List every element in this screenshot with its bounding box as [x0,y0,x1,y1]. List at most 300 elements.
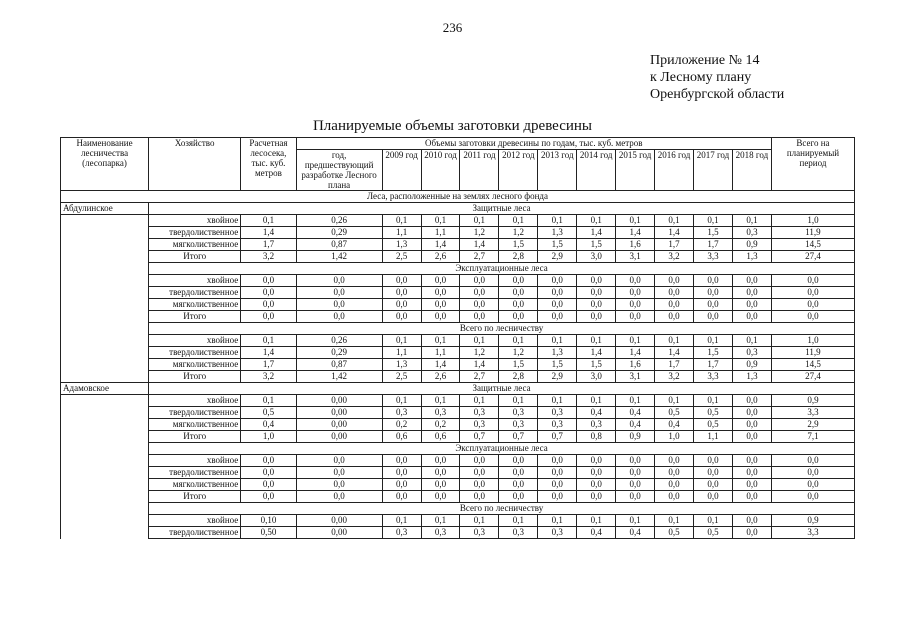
prev-year-value: 0,87 [296,239,382,251]
year-value: 0,3 [732,347,771,359]
year-value: 0,0 [382,311,421,323]
year-value: 0,0 [421,491,460,503]
table-body [61,191,855,539]
table-row [61,491,855,503]
year-value: 0,0 [382,275,421,287]
year-value: 0,0 [421,479,460,491]
year-value: 1,1 [694,431,733,443]
year-value: 0,1 [460,335,499,347]
forestry-spacer [61,431,149,443]
year-value: 0,0 [382,287,421,299]
table-row [61,395,855,407]
year-value: 0,0 [382,467,421,479]
header-year: 2009 год [382,150,421,191]
species-label: Итого [149,311,241,323]
forestry-spacer [61,359,149,371]
total-value: 11,9 [771,347,854,359]
prev-year-value: 0,00 [296,407,382,419]
cut-value: 0,0 [241,299,296,311]
table-row [61,527,855,539]
prev-year-value: 1,42 [296,371,382,383]
year-value: 0,3 [421,407,460,419]
forestry-spacer [61,455,149,467]
forestry-spacer [61,371,149,383]
header-year: 2010 год [421,150,460,191]
year-value: 0,0 [538,455,577,467]
forestry-spacer [61,335,149,347]
year-value: 0,0 [732,527,771,539]
forestry-spacer [61,287,149,299]
forestry-spacer [61,311,149,323]
year-value: 0,2 [421,419,460,431]
year-value: 0,1 [577,395,616,407]
cut-value: 0,0 [241,275,296,287]
year-value: 0,0 [732,311,771,323]
prev-year-value: 0,00 [296,527,382,539]
header-year: 2017 год [694,150,733,191]
header-year: 2011 год [460,150,499,191]
year-value: 1,5 [577,359,616,371]
year-value: 1,4 [655,227,694,239]
year-value: 0,4 [616,407,655,419]
prev-year-value: 0,26 [296,215,382,227]
year-value: 0,2 [382,419,421,431]
year-value: 0,0 [460,299,499,311]
year-value: 1,5 [538,359,577,371]
year-value: 0,0 [460,467,499,479]
header-farm: Хозяйство [149,138,241,191]
year-value: 0,3 [732,227,771,239]
cut-value: 1,0 [241,431,296,443]
year-value: 0,0 [499,455,538,467]
year-value: 0,0 [694,455,733,467]
year-value: 0,0 [382,455,421,467]
cut-value: 0,1 [241,335,296,347]
year-value: 0,0 [577,275,616,287]
year-value: 0,0 [499,467,538,479]
species-label: хвойное [149,275,241,287]
year-value: 2,5 [382,371,421,383]
year-value: 1,2 [499,227,538,239]
forestry-spacer [61,227,149,239]
year-value: 1,5 [694,227,733,239]
cut-value: 0,5 [241,407,296,419]
species-label: хвойное [149,395,241,407]
year-value: 0,1 [499,395,538,407]
year-value: 0,5 [655,527,694,539]
year-value: 0,0 [460,491,499,503]
year-value: 0,0 [460,479,499,491]
year-value: 3,2 [655,251,694,263]
year-value: 0,0 [382,491,421,503]
cut-value: 0,0 [241,467,296,479]
cut-value: 1,7 [241,359,296,371]
year-value: 0,1 [655,335,694,347]
year-value: 1,5 [694,347,733,359]
year-value: 0,1 [382,515,421,527]
section-title: Эксплуатационные леса [149,443,855,455]
table-row [61,455,855,467]
year-value: 0,1 [655,515,694,527]
species-label: хвойное [149,515,241,527]
year-value: 0,0 [460,455,499,467]
year-value: 0,0 [577,299,616,311]
year-value: 1,1 [382,347,421,359]
year-value: 0,3 [460,527,499,539]
appendix-line: Оренбургской области [650,87,785,102]
table-row [61,431,855,443]
year-value: 0,6 [382,431,421,443]
year-value: 0,0 [732,491,771,503]
cut-value: 0,0 [241,491,296,503]
cut-value: 1,4 [241,347,296,359]
year-value: 0,1 [694,515,733,527]
year-value: 2,8 [499,251,538,263]
forestry-spacer [61,443,149,455]
year-value: 0,5 [694,527,733,539]
year-value: 3,2 [655,371,694,383]
year-value: 0,0 [616,467,655,479]
species-label: твердолиственное [149,407,241,419]
year-value: 0,1 [655,395,694,407]
year-value: 1,4 [616,227,655,239]
year-value: 0,0 [732,275,771,287]
cut-value: 3,2 [241,371,296,383]
year-value: 1,4 [655,347,694,359]
year-value: 0,1 [694,395,733,407]
section-title: Защитные леса [149,203,855,215]
year-value: 0,0 [499,275,538,287]
forestry-spacer [61,503,149,515]
year-value: 0,0 [577,479,616,491]
prev-year-value: 0,0 [296,491,382,503]
cut-value: 1,4 [241,227,296,239]
prev-year-value: 0,00 [296,431,382,443]
year-value: 0,1 [421,335,460,347]
year-value: 0,1 [421,515,460,527]
year-value: 0,0 [538,299,577,311]
year-value: 0,3 [499,527,538,539]
cut-value: 0,0 [241,455,296,467]
year-value: 0,0 [577,311,616,323]
total-value: 14,5 [771,239,854,251]
year-value: 0,0 [616,455,655,467]
year-value: 0,0 [694,467,733,479]
year-value: 1,6 [616,359,655,371]
year-value: 1,4 [577,347,616,359]
species-label: мягколиственное [149,299,241,311]
year-value: 0,0 [499,479,538,491]
year-value: 0,0 [655,467,694,479]
cut-value: 0,0 [241,287,296,299]
prev-year-value: 0,26 [296,335,382,347]
total-value: 0,0 [771,455,854,467]
year-value: 0,0 [538,467,577,479]
year-value: 2,5 [382,251,421,263]
year-value: 0,0 [732,407,771,419]
species-label: мягколиственное [149,359,241,371]
year-value: 3,1 [616,371,655,383]
header-cut: Расчетная лесосека, тыс. куб. метров [241,138,296,191]
year-value: 0,1 [538,335,577,347]
table-row [61,419,855,431]
header-prev-year: год, предшествующий разработке Лесного плана [296,150,382,191]
year-value: 1,1 [382,227,421,239]
year-value: 0,3 [460,419,499,431]
year-value: 0,3 [382,527,421,539]
cut-value: 1,7 [241,239,296,251]
year-value: 0,1 [499,335,538,347]
total-value: 3,3 [771,527,854,539]
prev-year-value: 1,42 [296,251,382,263]
year-value: 1,4 [460,239,499,251]
year-value: 1,4 [460,359,499,371]
header-volumes: Объемы заготовки древесины по годам, тыс. куб. метров [296,138,771,150]
year-value: 0,7 [460,431,499,443]
year-value: 0,1 [732,215,771,227]
year-value: 0,1 [616,515,655,527]
year-value: 0,0 [499,299,538,311]
prev-year-value: 0,0 [296,311,382,323]
year-value: 0,0 [616,275,655,287]
table-row [61,299,855,311]
year-value: 3,3 [694,371,733,383]
year-value: 0,0 [421,311,460,323]
year-value: 0,1 [499,215,538,227]
forestry-spacer [61,251,149,263]
year-value: 0,0 [538,275,577,287]
harvest-volume-table [60,137,855,539]
year-value: 0,1 [577,515,616,527]
table-row [61,287,855,299]
year-value: 0,0 [732,431,771,443]
year-value: 1,7 [655,239,694,251]
table-row [61,275,855,287]
land-category-row: Леса, расположенные на землях лесного фонда [61,191,855,203]
year-value: 0,0 [538,479,577,491]
year-value: 0,0 [655,455,694,467]
year-value: 0,0 [616,287,655,299]
year-value: 0,1 [499,515,538,527]
year-value: 0,0 [694,287,733,299]
cut-value: 0,1 [241,215,296,227]
year-value: 3,1 [616,251,655,263]
prev-year-value: 0,0 [296,479,382,491]
year-value: 1,2 [460,227,499,239]
table-row [61,347,855,359]
year-value: 1,5 [499,239,538,251]
year-value: 2,9 [538,371,577,383]
year-value: 0,0 [732,515,771,527]
year-value: 0,1 [538,515,577,527]
year-value: 3,0 [577,371,616,383]
total-value: 27,4 [771,251,854,263]
forestry-spacer [61,275,149,287]
cut-value: 0,50 [241,527,296,539]
species-label: твердолиственное [149,467,241,479]
species-label: мягколиственное [149,479,241,491]
table-row [61,311,855,323]
header-year: 2012 год [499,150,538,191]
prev-year-value: 0,00 [296,515,382,527]
year-value: 0,0 [655,311,694,323]
year-value: 0,0 [577,467,616,479]
year-value: 1,4 [421,239,460,251]
year-value: 0,4 [577,527,616,539]
cut-value: 0,1 [241,395,296,407]
year-value: 0,8 [577,431,616,443]
year-value: 0,9 [732,239,771,251]
year-value: 1,5 [538,239,577,251]
year-value: 0,1 [382,395,421,407]
year-value: 1,4 [577,227,616,239]
year-value: 1,3 [732,371,771,383]
species-label: твердолиственное [149,287,241,299]
header-year: 2015 год [616,150,655,191]
forestry-spacer [61,215,149,227]
total-value: 0,0 [771,287,854,299]
year-value: 2,9 [538,251,577,263]
year-value: 1,2 [460,347,499,359]
year-value: 0,1 [460,395,499,407]
total-value: 0,0 [771,491,854,503]
prev-year-value: 0,29 [296,227,382,239]
species-label: мягколиственное [149,419,241,431]
year-value: 0,4 [616,527,655,539]
year-value: 2,6 [421,371,460,383]
year-value: 0,1 [382,335,421,347]
year-value: 0,1 [616,215,655,227]
total-value: 0,9 [771,395,854,407]
year-value: 0,4 [577,407,616,419]
page-number: 236 [442,20,463,35]
year-value: 1,3 [538,347,577,359]
year-value: 0,1 [382,215,421,227]
year-value: 0,9 [616,431,655,443]
year-value: 0,3 [538,419,577,431]
year-value: 1,5 [577,239,616,251]
year-value: 1,7 [694,359,733,371]
total-value: 0,0 [771,467,854,479]
year-value: 0,0 [655,287,694,299]
species-label: Итого [149,491,241,503]
year-value: 0,0 [421,275,460,287]
species-label: Итого [149,251,241,263]
appendix-line: Приложение № 14 [650,53,760,68]
header-year: 2014 год [577,150,616,191]
document-title: Планируемые объемы заготовки древесины [312,118,593,134]
year-value: 0,1 [732,335,771,347]
year-value: 0,1 [655,215,694,227]
species-label: Итого [149,431,241,443]
prev-year-value: 0,0 [296,455,382,467]
section-title: Эксплуатационные леса [149,263,855,275]
total-value: 14,5 [771,359,854,371]
header-year: 2016 год [655,150,694,191]
section-title: Всего по лесничеству [149,503,855,515]
species-label: хвойное [149,335,241,347]
year-value: 0,9 [732,359,771,371]
year-value: 1,3 [382,359,421,371]
year-value: 1,4 [421,359,460,371]
year-value: 0,0 [421,467,460,479]
year-value: 0,3 [577,419,616,431]
year-value: 0,0 [538,311,577,323]
forestry-spacer [61,239,149,251]
species-label: Итого [149,371,241,383]
year-value: 1,0 [655,431,694,443]
year-value: 0,1 [460,515,499,527]
year-value: 3,0 [577,251,616,263]
year-value: 2,8 [499,371,538,383]
year-value: 0,3 [460,407,499,419]
year-value: 0,5 [694,419,733,431]
forestry-spacer [61,395,149,407]
year-value: 2,6 [421,251,460,263]
year-value: 0,0 [655,479,694,491]
header-year: 2013 год [538,150,577,191]
prev-year-value: 0,00 [296,419,382,431]
year-value: 0,3 [538,527,577,539]
year-value: 0,1 [421,215,460,227]
year-value: 0,0 [655,275,694,287]
year-value: 0,7 [499,431,538,443]
forestry-name: Адамовское [61,383,149,395]
year-value: 0,4 [655,419,694,431]
year-value: 0,4 [616,419,655,431]
header-total: Всего на планируемый период [771,138,854,191]
table-row [61,239,855,251]
year-value: 0,1 [577,215,616,227]
year-value: 0,1 [460,215,499,227]
year-value: 0,0 [382,299,421,311]
year-value: 0,0 [732,287,771,299]
section-title: Всего по лесничеству [149,323,855,335]
year-value: 0,7 [538,431,577,443]
year-value: 0,3 [421,527,460,539]
year-value: 0,1 [694,215,733,227]
table-row [61,467,855,479]
year-value: 3,3 [694,251,733,263]
prev-year-value: 0,87 [296,359,382,371]
year-value: 0,1 [616,335,655,347]
year-value: 0,0 [499,491,538,503]
year-value: 1,2 [499,347,538,359]
year-value: 0,6 [421,431,460,443]
year-value: 0,0 [499,311,538,323]
table-row [61,371,855,383]
year-value: 0,1 [538,395,577,407]
total-value: 7,1 [771,431,854,443]
cut-value: 0,10 [241,515,296,527]
total-value: 0,9 [771,515,854,527]
year-value: 0,0 [732,299,771,311]
year-value: 0,0 [616,491,655,503]
forestry-spacer [61,419,149,431]
year-value: 2,7 [460,251,499,263]
table-row [61,335,855,347]
year-value: 0,3 [499,419,538,431]
year-value: 0,0 [460,287,499,299]
year-value: 1,6 [616,239,655,251]
year-value: 0,5 [694,407,733,419]
header-year: 2018 год [732,150,771,191]
year-value: 0,0 [694,275,733,287]
year-value: 0,1 [577,335,616,347]
year-value: 0,0 [694,311,733,323]
year-value: 1,4 [616,347,655,359]
year-value: 0,1 [538,215,577,227]
